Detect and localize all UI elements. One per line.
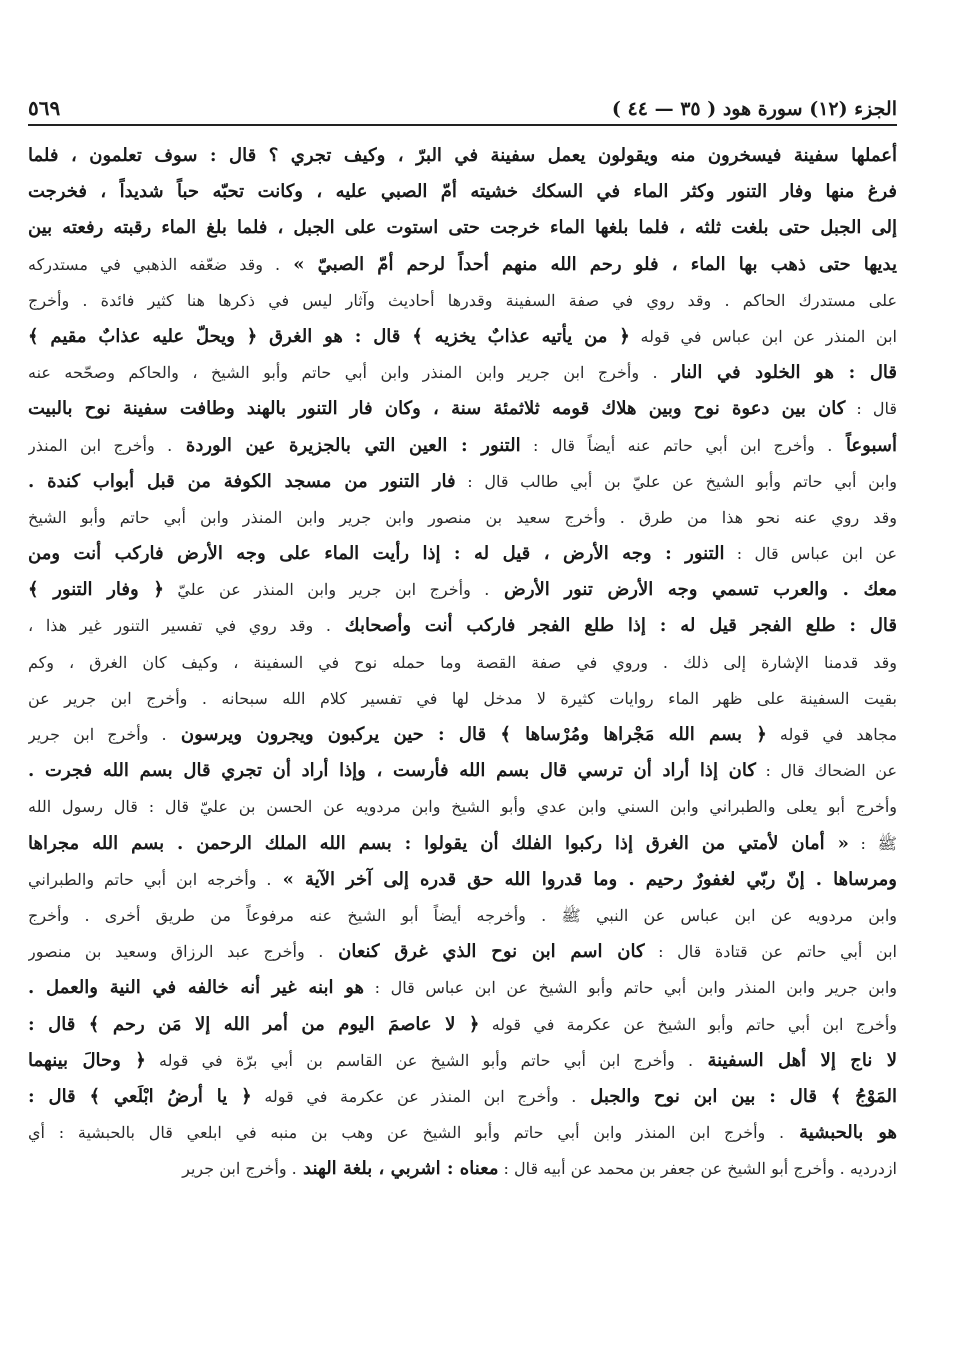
regular-text-segment: . وأخرج ابن جرير وابن المنذر عن عليّ [163,580,490,600]
bold-text-segment: هو ابنه غير أنه خالفه في النية والعمل . [28,977,365,999]
regular-text-segment: ﷺ : [848,833,897,853]
regular-text-segment: . وأخرج ابن المنذر وابن أبي حاتم وأبو الشيخ عن وهب بن منبه في ابلعي قال بالحبشية : أي [28,1123,785,1143]
bold-text-segment: كان إذا أراد أن ترسي قال بسم الله فأرست ، وإذا أراد أن تجري قال بسم الله فجرت . [28,760,756,782]
regular-text-segment: وابن مردويه عن ابن عباس عن النبي ﷺ . وأخرجه أيضاً أبو الشيخ عنه مرفوعاً من طريق أخرى . وأخرج [28,905,897,925]
regular-text-segment: ازدرديه . وأخرج أبو الشيخ عن جعفر بن محمد عن أبيه قال : [498,1159,897,1179]
running-header [28,90,897,120]
text-line [28,1079,897,1115]
bold-text-segment: قال : طلع الفجر قيل له : إذا طلع الفجر فاركب أنت وأصحابك [330,615,897,637]
text-line [28,500,897,536]
regular-text-segment: . وأخرج ابن جرير وابن المنذر وابن أبي حاتم وأبو الشيخ ، والحاكم وصحّحه عنه [28,363,658,383]
text-line [28,608,897,644]
text-line [28,1151,897,1187]
bold-text-segment: قال : هو الخلود في النار [657,362,897,384]
text-line [28,355,897,391]
text-line [28,247,897,283]
regular-text-segment: . وأخرجه ابن أبي حاتم والطبراني [28,869,272,889]
text-line [28,898,897,934]
regular-text-segment: بقيت السفينة على ظهر الماء روايات كثيرة لا مدخل لها في تفسير كلام الله سبحانه . وأخرج ابن جرير عن [28,688,897,708]
text-line [28,391,897,427]
text-line [28,572,897,608]
bold-text-segment: كان اسم ابن نوح الذي غرق كنعان [323,941,645,963]
bold-text-segment: لا ناج إلا أهل السفينة [693,1049,897,1071]
text-line [28,428,897,464]
bold-text-segment: التنور : وجه الأرض ، قيل له : إذا رأيت الماء على وجه الأرض فاركب أنت ومن [28,543,725,565]
regular-text-segment: وابن أبي حاتم وأبو الشيخ عن عليّ بن أبي طالب قال : [455,471,897,491]
bold-text-segment: فرغ منها وفار التنور وكثر الماء في السكك خشيته أمّ الصبي عليه ، وكانت تحبّه حباً شديداً ، فخرجت [28,181,897,203]
regular-text-segment: عن ابن عباس قال : [724,544,897,564]
regular-text-segment: وأخرج أبو يعلى والطبراني وابن السني وابن عدي وأبو الشيخ وابن مردويه عن الحسن بن عليّ قال : قال رسول الله [28,797,897,817]
regular-text-segment: على مستدرك الحاكم . وقد روي في صفة السفينة وقدرها أحاديث وآثار ليس في ذكرها هنا كثير فائدة . وأخرج [28,290,897,310]
text-line [28,536,897,572]
bold-text-segment: كان بين دعوة نوح وبين هلاك قومه ثلاثمئة سنة ، وكان فار التنور بالهند وطافت سفينة نوح بالبيت [28,398,846,420]
text-line [28,753,897,789]
bold-text-segment: أسبوعاً [832,434,897,456]
regular-text-segment: . وأخرج ابن أبي حاتم عنه أيضاً قال : [520,435,833,455]
regular-text-segment: وقد قدمنا الإشارة إلى ذلك . وروي في صفة القصة وما حمله نوح في السفينة ، وكيف كان الغرق ، وكم [28,652,897,672]
regular-text-segment: قال : [845,399,897,419]
regular-text-segment: وأخرج ابن أبي حاتم وأبو الشيخ عن عكرمة في قوله [479,1014,897,1034]
text-line [28,970,897,1006]
text-line [28,1007,897,1043]
text-line [28,1043,897,1079]
text-line [28,138,897,174]
text-line [28,1115,897,1151]
bold-text-segment: ﴿ من يأتيه عذابٌ يخزيه ﴾ قال : هو الغرق ﴿ ويحلّ عليه عذابٌ مقيم ﴾ [28,325,630,347]
bold-text-segment: ﴿ بسم الله مَجْراها ومُرْساها ﴾ قال : حين يركبون ويجرون ويرسون [166,724,767,745]
bold-text-segment: يديها حتى ذهب بها الماء ، فلو رحم الله منهم أحداً لرحم أمّ الصبيّ » [280,253,897,275]
text-line [28,681,897,717]
bold-text-segment: معناه : اشربي ، بلغة الهند [296,1158,499,1180]
text-line [28,464,897,500]
regular-text-segment: . وأخرج ابن المنذر عن عكرمة في قوله [251,1086,577,1106]
bold-text-segment: ﴿ وفار التنور ﴾ [28,579,164,601]
book-page [28,0,897,1369]
regular-text-segment: . وأخرج ابن جرير [182,1159,297,1179]
text-line [28,210,897,246]
regular-text-segment: عن الضحاك قال : [755,761,897,781]
text-line [28,283,897,319]
bold-text-segment: فار التنور من مسجد الكوفة من قبل أبواب كندة . [28,470,456,492]
regular-text-segment: . وقد روي في تفسير التنور غير هذا ، [28,616,331,636]
regular-text-segment: . وقد ضعّفه الذهبي في مستدركه [28,254,281,274]
regular-text-segment: . وأخرج ابن أبي حاتم وأبو الشيخ عن القاسم بن أبي برّة في قوله [145,1050,694,1070]
text-line [28,319,897,355]
bold-text-segment: أعملها سفينة فيسخرون منه ويقولون يعمل سفينة في البرّ ، وكيف تجري ؟ قال : سوف تعلمون ، فلما [28,145,897,166]
bold-text-segment: إلى الجبل حتى بلغت ثلثه ، فلما بلغها الماء خرجت حتى استوت على الجبل ، فلما بلغ الماء رقبته رفعته بين [28,217,897,239]
body-text [28,138,897,1187]
regular-text-segment: . وأخرج ابن جرير [28,725,167,744]
text-line [28,862,897,898]
bold-text-segment: ﴿ لا عاصمَ اليوم من أمر الله إلا مَن رحم ﴾ قال : [28,1013,480,1035]
bold-text-segment: « أمان لأمتي من الغرق إذا ركبوا الفلك أن يقولوا : بسم الله الملك الرحمن . بسم الله مجراها [28,832,849,854]
bold-text-segment: ﴿ وحالَ بينهما [28,1049,146,1071]
regular-text-segment: مجاهد في قوله [766,725,897,744]
regular-text-segment: وقد روي عنه نحو هذا من طرق . وأخرج سعيد بن منصور وابن جرير وابن المنذر وابن أبي حاتم وأبو الشيخ [28,507,897,527]
text-line [28,174,897,210]
text-line [28,826,897,862]
text-line [28,645,897,681]
bold-text-segment: هو بالحبشية [784,1122,897,1144]
text-line [28,934,897,970]
bold-text-segment: المَوْجُ ﴾ قال : بين ابن نوح والجبل [576,1085,897,1107]
regular-text-segment: وابن جرير وابن المنذر وابن أبي حاتم وأبو الشيخ عن ابن عباس قال : [364,978,897,998]
header-rule [28,124,897,126]
header-title: الجزء (١٢) سورة هود ( ٣٥ — ٤٤ ) [611,98,897,120]
text-line [28,789,897,825]
regular-text-segment: ابن أبي حاتم عن قتادة قال : [644,942,897,962]
page-number: ٥٦٩ [28,96,61,120]
text-line [28,717,897,753]
regular-text-segment: . وأخرج ابن المنذر [28,435,173,455]
bold-text-segment: معك . والعرب تسمي وجه الأرض تنور الأرض [489,579,897,601]
regular-text-segment: ابن المنذر عن ابن عباس في قوله [629,326,897,346]
regular-text-segment: . وأخرج عبد الرزاق وسعيد بن منصور [28,942,324,962]
bold-text-segment: التنور : العين التي بالجزيرة عين الوردة [172,434,521,456]
bold-text-segment: ﴿ يا أرضُ ابْلَعي ﴾ قال : [28,1085,252,1107]
bold-text-segment: ومرساها . إنّ ربّي لغفورٌ رحيم . وما قدروا الله حق قدره إلى آخر الآية » [271,868,897,890]
